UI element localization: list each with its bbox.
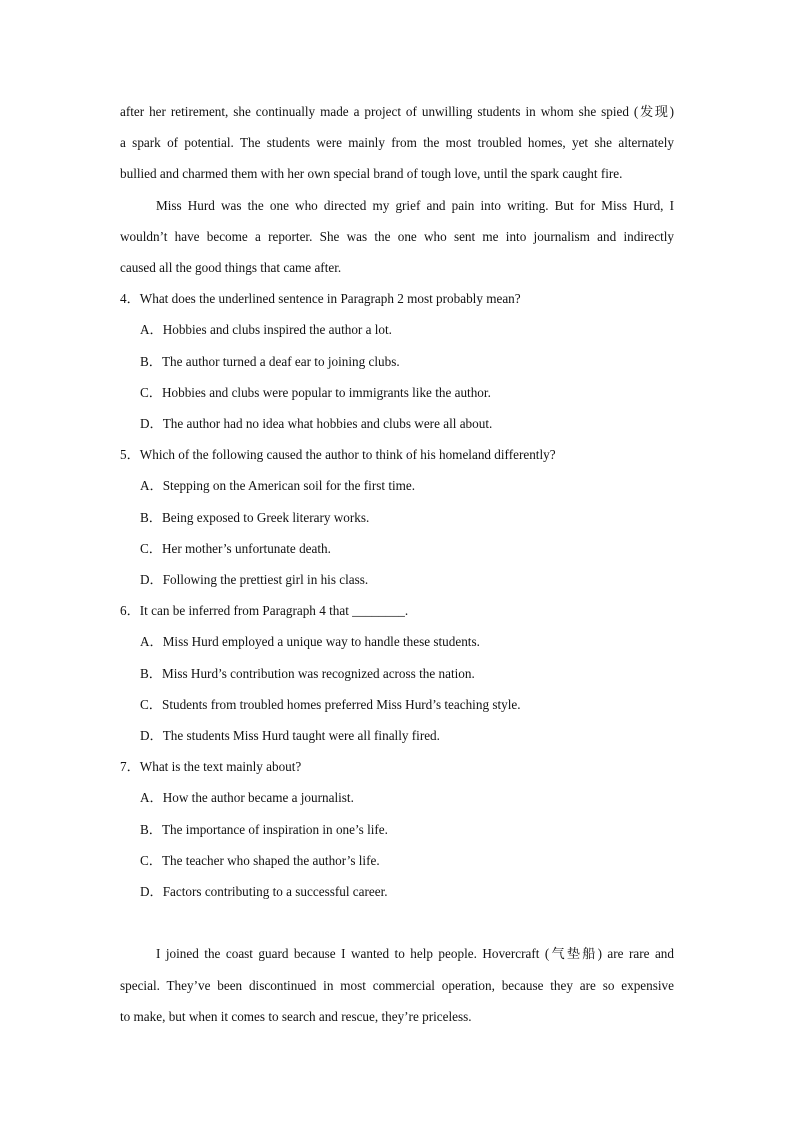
option-c: C．Hobbies and clubs were popular to immigrants like the author. [140, 384, 491, 400]
option-b: B．Being exposed to Greek literary works. [140, 509, 370, 525]
option-a: A．Stepping on the American soil for the first time. [140, 478, 416, 494]
text-line: special. They’ve been discontinued in most commercial operation, because they are so expensive [120, 977, 674, 993]
option-a: A．Miss Hurd employed a unique way to handle these students. [140, 634, 480, 650]
text-line: caused all the good things that came after. [120, 260, 342, 276]
text-line: wouldn’t have become a reporter. She was the one who sent me into journalism and indirectly [120, 228, 674, 244]
passage-top [120, 96, 674, 283]
option-d: D．Following the prettiest girl in his class. [140, 572, 369, 588]
option-c: C．Her mother’s unfortunate death. [140, 540, 331, 556]
text-line: bullied and charmed them with her own special brand of tough love, until the spark caught fire. [120, 166, 623, 182]
question-stem: 6．It can be inferred from Paragraph 4 that ________. [120, 603, 409, 619]
document-page [120, 96, 674, 1032]
option-b: B．The importance of inspiration in one’s life. [140, 821, 388, 837]
question-7 [120, 751, 674, 907]
text-line: a spark of potential. The students were mainly from the most troubled homes, yet she alternately [120, 135, 674, 151]
option-d: D．Factors contributing to a successful career. [140, 884, 388, 900]
spacer [120, 907, 674, 938]
passage-bottom [120, 938, 674, 1032]
question-stem: 4．What does the underlined sentence in Paragraph 2 most probably mean? [120, 291, 521, 307]
option-a: A．How the author became a journalist. [140, 790, 354, 806]
question-4 [120, 283, 674, 439]
option-d: D．The students Miss Hurd taught were all finally fired. [140, 728, 440, 744]
option-c: C．The teacher who shaped the author’s life. [140, 852, 380, 868]
text-line: to make, but when it comes to search and rescue, they’re priceless. [120, 1008, 472, 1024]
option-b: B．The author turned a deaf ear to joining clubs. [140, 353, 400, 369]
question-stem: 5．Which of the following caused the author to think of his homeland differently? [120, 447, 556, 463]
option-a: A．Hobbies and clubs inspired the author a lot. [140, 322, 392, 338]
option-b: B．Miss Hurd’s contribution was recognized across the nation. [140, 665, 475, 681]
text-line: I joined the coast guard because I wanted to help people. Hovercraft (气垫船) are rare and [156, 946, 674, 962]
option-d: D．The author had no idea what hobbies and clubs were all about. [140, 416, 493, 432]
question-stem: 7．What is the text mainly about? [120, 759, 302, 775]
text-line: after her retirement, she continually made a project of unwilling students in whom she spied (发现) [120, 104, 674, 119]
question-6 [120, 595, 674, 751]
question-5 [120, 439, 674, 595]
option-c: C．Students from troubled homes preferred Miss Hurd’s teaching style. [140, 696, 521, 712]
text-line: Miss Hurd was the one who directed my grief and pain into writing. But for Miss Hurd, I [156, 197, 674, 213]
